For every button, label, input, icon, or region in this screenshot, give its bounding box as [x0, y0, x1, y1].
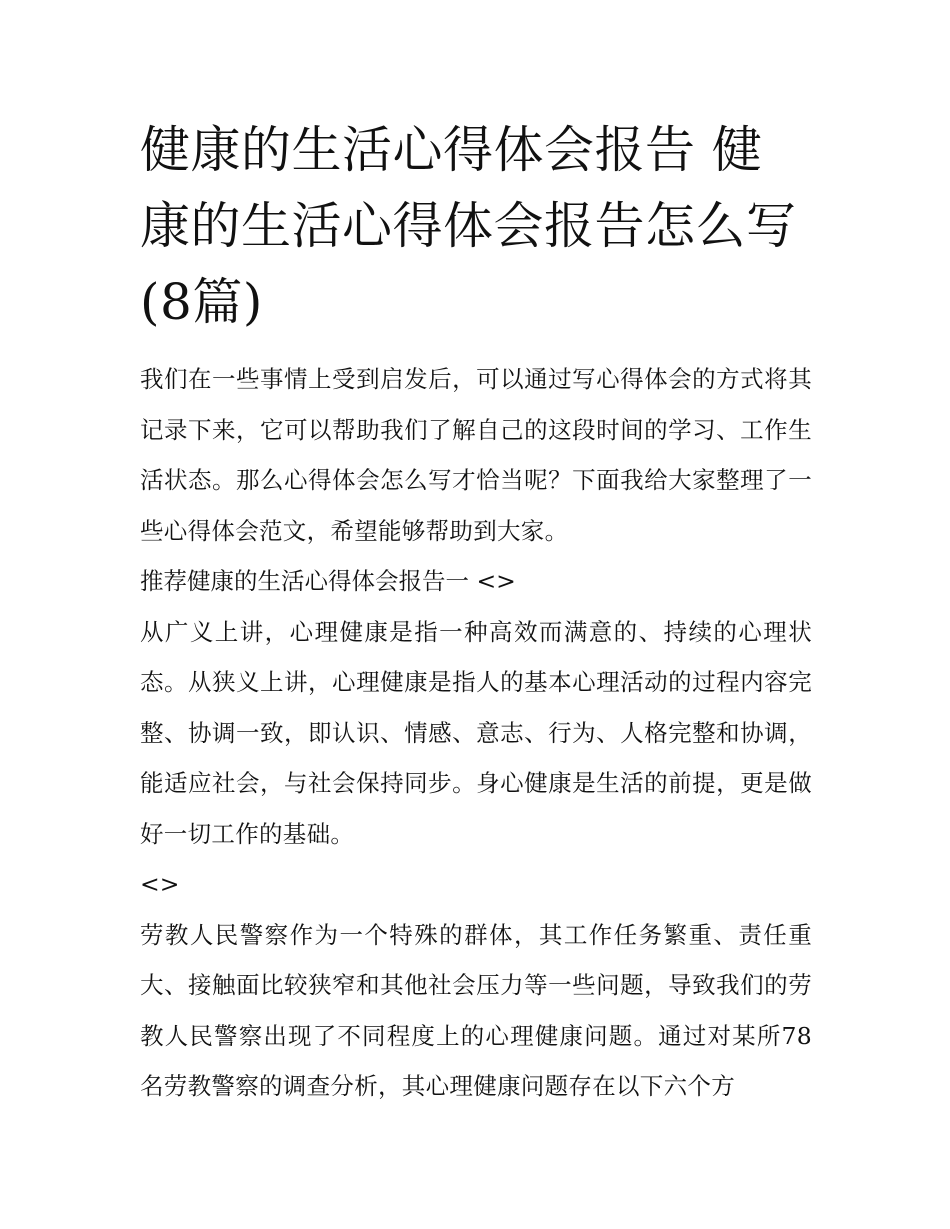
body-paragraph-2: 劳教人民警察作为一个特殊的群体，其工作任务繁重、责任重大、接触面比较狭窄和其他社会压力等一些问题，导致我们的劳教人民警察出现了不同程度上的心理健康问题。通过对某所78名劳教警察的调查分析，其心理健康问题存在以下六个方 [140, 920, 812, 1100]
section-heading: 推荐健康的生活心得体会报告一 <> [140, 567, 516, 595]
document-title: 健康的生活心得体会报告 健康的生活心得体会报告怎么写(8篇) [140, 121, 797, 331]
intro-paragraph: 我们在一些事情上受到启发后，可以通过写心得体会的方式将其记录下来，它可以帮助我们了解自己的这段时间的学习、工作生活状态。那么心得体会怎么写才恰当呢？下面我给大家整理了一些心得体会范文，希望能够帮助到大家。 [140, 365, 812, 545]
separator-marker: <> [140, 870, 180, 898]
body-paragraph-1: 从广义上讲，心理健康是指一种高效而满意的、持续的心理状态。从狭义上讲，心理健康是指人的基本心理活动的过程内容完整、协调一致，即认识、情感、意志、行为、人格完整和协调，能适应社会，与社会保持同步。身心健康是生活的前提，更是做好一切工作的基础。 [140, 617, 812, 848]
document-page [140, 112, 812, 1112]
